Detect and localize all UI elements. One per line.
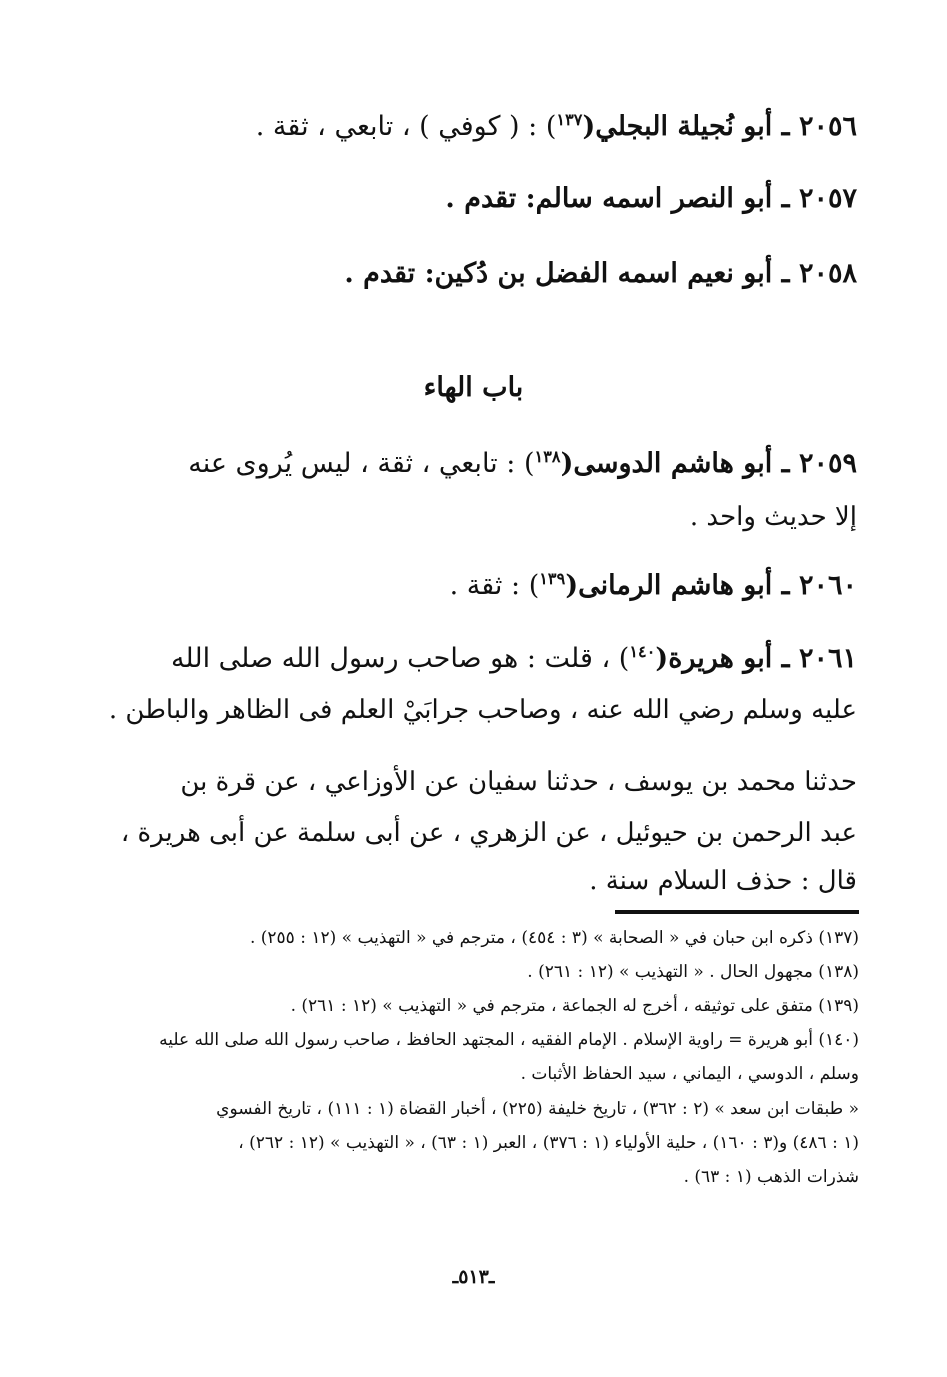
footnote-140-line-2: وسلم ، الدوسي ، اليماني ، سيد الحفاظ الأثبات . [520,1064,859,1084]
entry-description: ) : ثقة . [449,570,540,601]
footnote-ref: ١٣٧ [556,110,583,129]
entry-name: أبو هريرة( [655,643,773,674]
footnote-140-line-4: (١ : ٤٨٦) و(٣ : ١٦٠) ، حلية الأولياء (١ : ٣٧٦) ، العبر (١ : ٦٣) ، « التهذيب » (١٢ : ٢٦٢) ، [238,1133,859,1153]
footnote-ref: ١٣٨ [534,447,561,466]
entry-name: أبو نعيم اسمه الفضل بن دُكين: تقدم . [344,258,773,289]
entry-2059-continuation: إلا حديث واحد . [689,502,857,532]
entry-2058 [90,258,857,289]
entry-number: ٢٠٥٨ [798,258,857,289]
footnote-139: (١٣٩) متفق على توثيقه ، أخرج له الجماعة ، مترجم في « التهذيب » (١٢ : ٢٦١) . [290,996,859,1016]
footnote-ref: ١٣٩ [539,569,566,588]
entry-2061 [90,642,857,674]
entry-number: ٢٠٥٩ [798,448,857,479]
footnote-140-line-3: « طبقات ابن سعد » (٢ : ٣٦٢) ، تاريخ خليفة (٢٢٥) ، أخبار القضاة (١ : ١١١) ، تاريخ الفسوي [216,1099,859,1119]
footnote-ref: ١٤٠ [629,642,656,661]
paragraph-line-2: عبد الرحمن بن حيوئيل ، عن الزهري ، عن أبى سلمة عن أبى هريرة ، [120,818,857,848]
footnote-140-line-1: (١٤٠) أبو هريرة = راوية الإسلام . الإمام الفقيه ، المجتهد الحافظ ، صاحب رسول الله صلى الله عليه [159,1030,859,1050]
footnote-divider [615,910,859,914]
entry-description: ) ، قلت : هو صاحب رسول الله صلى الله [170,643,630,674]
entry-description: ) : ( كوفي ) ، تابعي ، ثقة . [255,111,557,142]
entry-2061-continuation: عليه وسلم رضي الله عنه ، وصاحب جرابَيْ العلم فى الظاهر والباطن . [108,695,857,725]
entry-description: ) : تابعي ، ثقة ، ليس يُروى عنه [188,448,535,479]
entry-number: ٢٠٥٦ [798,111,857,142]
entry-name: أبو النصر اسمه سالم: تقدم . [445,183,773,214]
entry-number: ٢٠٦١ [798,643,857,674]
footnote-137: (١٣٧) ذكره ابن حبان في « الصحابة » (٣ : ٤٥٤) ، مترجم في « التهذيب » (١٢ : ٢٥٥) . [249,928,859,948]
entry-name: أبو هاشم الرمانى( [565,570,773,601]
footnote-138: (١٣٨) مجهول الحال . « التهذيب » (١٢ : ٢٦١) . [527,962,859,982]
entry-2057 [90,183,857,214]
entry-2056 [90,110,857,142]
paragraph-line-3: قال : حذف السلام سنة . [589,866,857,896]
entry-dash: ـ [772,258,799,289]
entry-dash: ـ [772,183,799,214]
entry-2060 [90,569,857,601]
page-number: ـ٥١٣ـ [452,1266,495,1288]
entry-dash: ـ [772,643,799,674]
entry-2059 [90,447,857,479]
entry-number: ٢٠٦٠ [798,570,857,601]
section-heading: باب الهاء [423,372,524,403]
entry-number: ٢٠٥٧ [798,183,857,214]
entry-name: أبو هاشم الدوسى( [560,448,773,479]
entry-name: أبو نُجيلة البجلي( [582,111,773,142]
entry-dash: ـ [772,111,799,142]
entry-dash: ـ [772,448,799,479]
entry-dash: ـ [772,570,799,601]
footnote-140-line-5: شذرات الذهب (١ : ٦٣) . [683,1167,859,1187]
paragraph-line-1: حدثنا محمد بن يوسف ، حدثنا سفيان عن الأوزاعي ، عن قرة بن [180,767,857,797]
